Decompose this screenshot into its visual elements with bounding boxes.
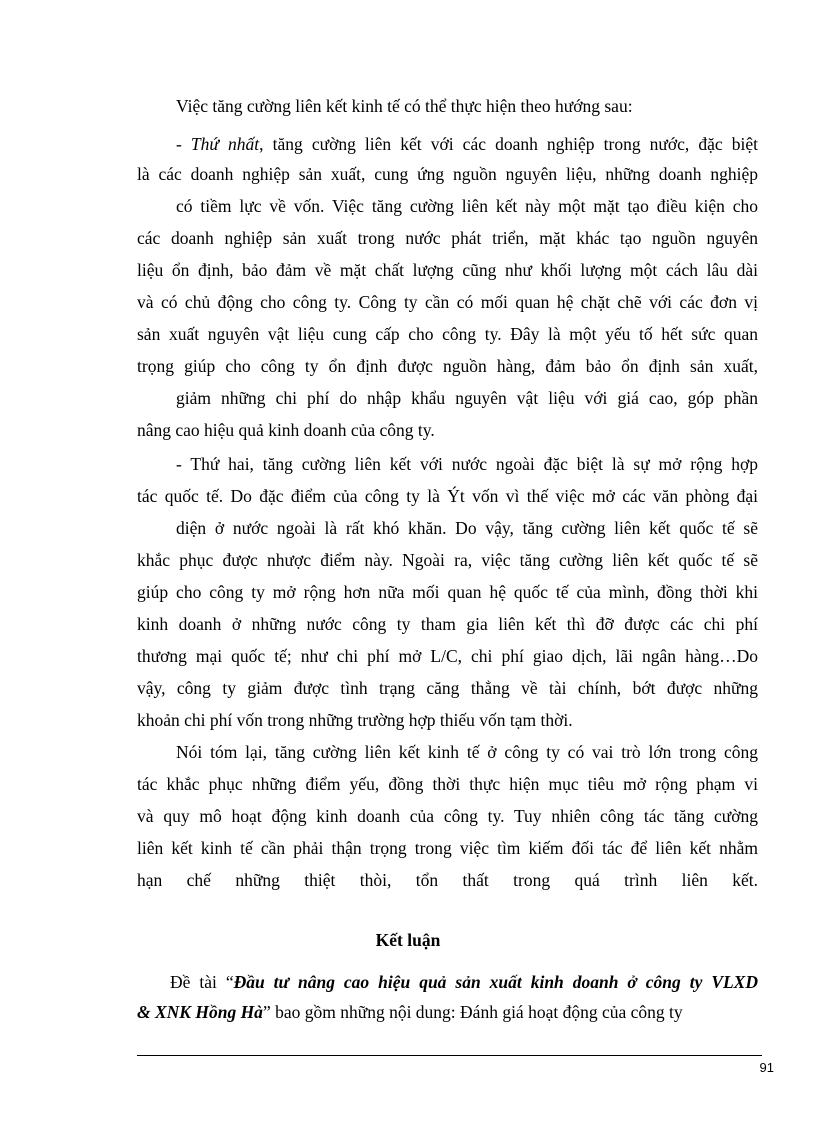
section-heading: Kết luận	[375, 930, 441, 950]
body-line: Việc tăng cường liên kết kinh tế có thể thực hiện theo hướng sau:	[176, 96, 633, 116]
thesis-title-part1: Đầu tư nâng cao hiệu quả sản xuất kinh doanh ở công ty VLXD	[233, 972, 758, 992]
body-line: tác khắc phục những điểm yếu, đồng thời thực hiện mục tiêu mở rộng phạm vi	[137, 774, 758, 794]
body-line: khắc phục được nhược điểm này. Ngoài ra, việc tăng cường liên kết quốc tế sẽ	[137, 550, 758, 570]
body-line: liệu ổn định, bảo đảm về mặt chất lượng cũng như khối lượng một cách lâu dài	[137, 260, 758, 280]
page-number: 91	[759, 1060, 774, 1075]
body-line: sản xuất nguyên vật liệu cung cấp cho công ty. Đây là một yếu tố hết sức quan	[137, 324, 758, 344]
body-line: và quy mô hoạt động kinh doanh của công ty. Tuy nhiên công tác tăng cường	[137, 806, 758, 826]
body-line: thương mại quốc tế; như chi phí mở L/C, chi phí giao dịch, lãi ngân hàng…Do	[137, 646, 758, 666]
body-text: -	[176, 134, 191, 154]
conclusion-line-2	[137, 1002, 683, 1022]
body-line	[176, 134, 758, 154]
body-text: Thứ nhất	[190, 134, 260, 154]
body-line: giúp cho công ty mở rộng hơn nữa mối quan hệ quốc tế của mình, đồng thời khi	[137, 582, 758, 602]
body-line: và có chủ động cho công ty. Công ty cần có mối quan hệ chặt chẽ với các đơn vị	[137, 292, 758, 312]
body-line: Nói tóm lại, tăng cường liên kết kinh tế ở công ty có vai trò lớn trong công	[176, 742, 758, 762]
body-line: hạn chế những thiệt thòi, tổn thất trong quá trình liên kết.	[137, 870, 758, 890]
body-text: , tăng cường liên kết với các doanh nghiệp trong nước, đặc biệt	[259, 134, 759, 154]
body-line: có tiềm lực về vốn. Việc tăng cường liên kết này một mặt tạo điều kiện cho	[176, 196, 758, 216]
footer-rule	[137, 1055, 762, 1056]
body-line: khoản chi phí vốn trong những trường hợp thiếu vốn tạm thời.	[137, 710, 573, 730]
body-line: vậy, công ty giảm được tình trạng căng thẳng về tài chính, bớt được những	[137, 678, 758, 698]
body-line: giảm những chi phí do nhập khẩu nguyên vật liệu với giá cao, góp phần	[176, 388, 758, 408]
body-line: các doanh nghiệp sản xuất trong nước phát triển, mặt khác tạo nguồn nguyên	[137, 228, 758, 248]
conclusion-line-1	[137, 972, 758, 992]
body-line: kinh doanh ở những nước công ty tham gia liên kết thì đỡ được các chi phí	[137, 614, 758, 634]
body-line: trọng giúp cho công ty ổn định được nguồn hàng, đảm bảo ổn định sản xuất,	[137, 356, 758, 376]
body-line: là các doanh nghiệp sản xuất, cung ứng nguồn nguyên liệu, những doanh nghiệp	[137, 164, 758, 184]
thesis-title-part2: & XNK Hồng Hà	[137, 1002, 263, 1022]
body-line: - Thứ hai, tăng cường liên kết với nước ngoài đặc biệt là sự mở rộng hợp	[176, 454, 758, 474]
body-line: tác quốc tế. Do đặc điểm của công ty là Ýt vốn vì thế việc mở các văn phòng đại	[137, 486, 758, 506]
body-line: liên kết kinh tế cần phải thận trọng trong việc tìm kiếm đối tác để liên kết nhằm	[137, 838, 758, 858]
conclusion-prefix: Đề tài “	[170, 972, 234, 992]
conclusion-suffix: ” bao gồm những nội dung: Đánh giá hoạt động của công ty	[262, 1002, 683, 1022]
body-line: nâng cao hiệu quả kinh doanh của công ty.	[137, 420, 435, 440]
body-line: diện ở nước ngoài là rất khó khăn. Do vậy, tăng cường liên kết quốc tế sẽ	[176, 518, 758, 538]
